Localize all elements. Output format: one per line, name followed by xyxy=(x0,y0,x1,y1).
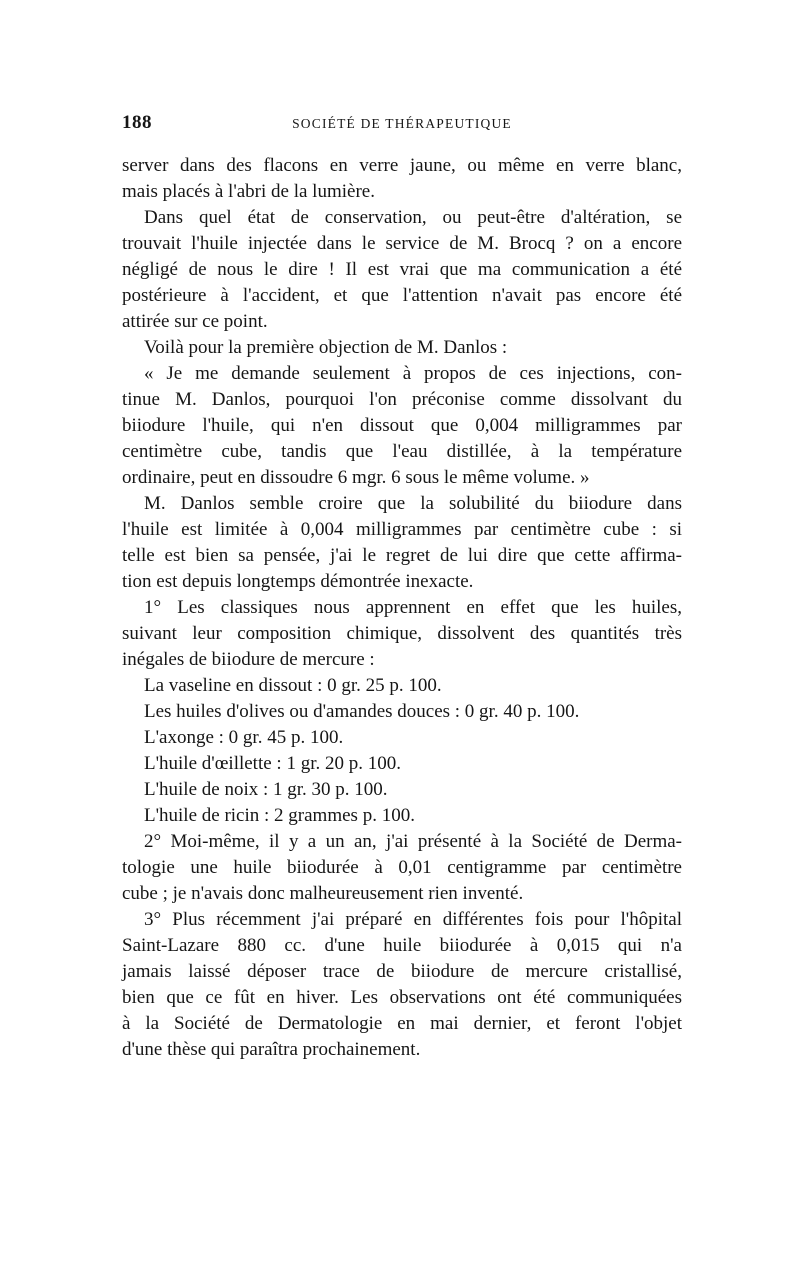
text-line: à la Société de Dermatologie en mai dernier, et feront l'objet xyxy=(122,1013,682,1034)
solubility-row: Les huiles d'olives ou d'amandes douces : 0 gr. 40 p. 100. xyxy=(144,701,580,722)
text-line: centimètre cube, tandis que l'eau distillée, à la température xyxy=(122,441,682,462)
solubility-row: L'huile d'œillette : 1 gr. 20 p. 100. xyxy=(144,753,401,774)
text-line: suivant leur composition chimique, dissolvent des quantités très xyxy=(122,623,682,644)
text-line: ordinaire, peut en dissoudre 6 mgr. 6 sous le même volume. » xyxy=(122,467,590,488)
text-line: 3° Plus récemment j'ai préparé en différentes fois pour l'hôpital xyxy=(144,909,682,930)
text-line: inégales de biiodure de mercure : xyxy=(122,649,375,670)
text-line: M. Danlos semble croire que la solubilité du biiodure dans xyxy=(144,493,682,514)
text-line: jamais laissé déposer trace de biiodure de mercure cristallisé, xyxy=(122,961,682,982)
text-line: Dans quel état de conservation, ou peut-être d'altération, se xyxy=(144,207,682,228)
text-line: server dans des flacons en verre jaune, ou même en verre blanc, xyxy=(122,155,682,176)
text-line: bien que ce fût en hiver. Les observations ont été communiquées xyxy=(122,987,682,1008)
solubility-row: L'huile de ricin : 2 grammes p. 100. xyxy=(144,805,415,826)
body-text xyxy=(122,153,682,1063)
text-line: Saint-Lazare 880 cc. d'une huile biiodurée à 0,015 qui n'a xyxy=(122,935,682,956)
text-line: 2° Moi-même, il y a un an, j'ai présenté à la Société de Derma- xyxy=(144,831,682,852)
text-line: cube ; je n'avais donc malheureusement rien inventé. xyxy=(122,883,524,904)
running-head: SOCIÉTÉ DE THÉRAPEUTIQUE xyxy=(292,116,512,131)
text-line: négligé de nous le dire ! Il est vrai que ma communication a été xyxy=(122,259,682,280)
text-line: postérieure à l'accident, et que l'attention n'avait pas encore été xyxy=(122,285,682,306)
solubility-row: L'axonge : 0 gr. 45 p. 100. xyxy=(144,727,344,748)
text-line: trouvait l'huile injectée dans le service de M. Brocq ? on a encore xyxy=(122,233,682,254)
text-line: tologie une huile biiodurée à 0,01 centigramme par centimètre xyxy=(122,857,682,878)
text-line: mais placés à l'abri de la lumière. xyxy=(122,181,375,202)
page-header xyxy=(122,112,682,142)
text-line: attirée sur ce point. xyxy=(122,311,268,332)
text-line: 1° Les classiques nous apprennent en effet que les huiles, xyxy=(144,597,682,618)
text-line: tion est depuis longtemps démontrée inexacte. xyxy=(122,571,474,592)
text-line: Voilà pour la première objection de M. Danlos : xyxy=(144,337,508,358)
text-line: tinue M. Danlos, pourquoi l'on préconise comme dissolvant du xyxy=(122,389,682,410)
solubility-row: La vaseline en dissout : 0 gr. 25 p. 100. xyxy=(144,675,442,696)
text-line: biiodure l'huile, qui n'en dissout que 0,004 milligrammes par xyxy=(122,415,682,436)
text-line: l'huile est limitée à 0,004 milligrammes par centimètre cube : si xyxy=(122,519,682,540)
text-line: « Je me demande seulement à propos de ces injections, con- xyxy=(144,363,682,384)
text-line: telle est bien sa pensée, j'ai le regret de lui dire que cette affirma- xyxy=(122,545,682,566)
page-number: 188 xyxy=(122,112,152,133)
text-line: d'une thèse qui paraîtra prochainement. xyxy=(122,1039,421,1060)
solubility-row: L'huile de noix : 1 gr. 30 p. 100. xyxy=(144,779,388,800)
